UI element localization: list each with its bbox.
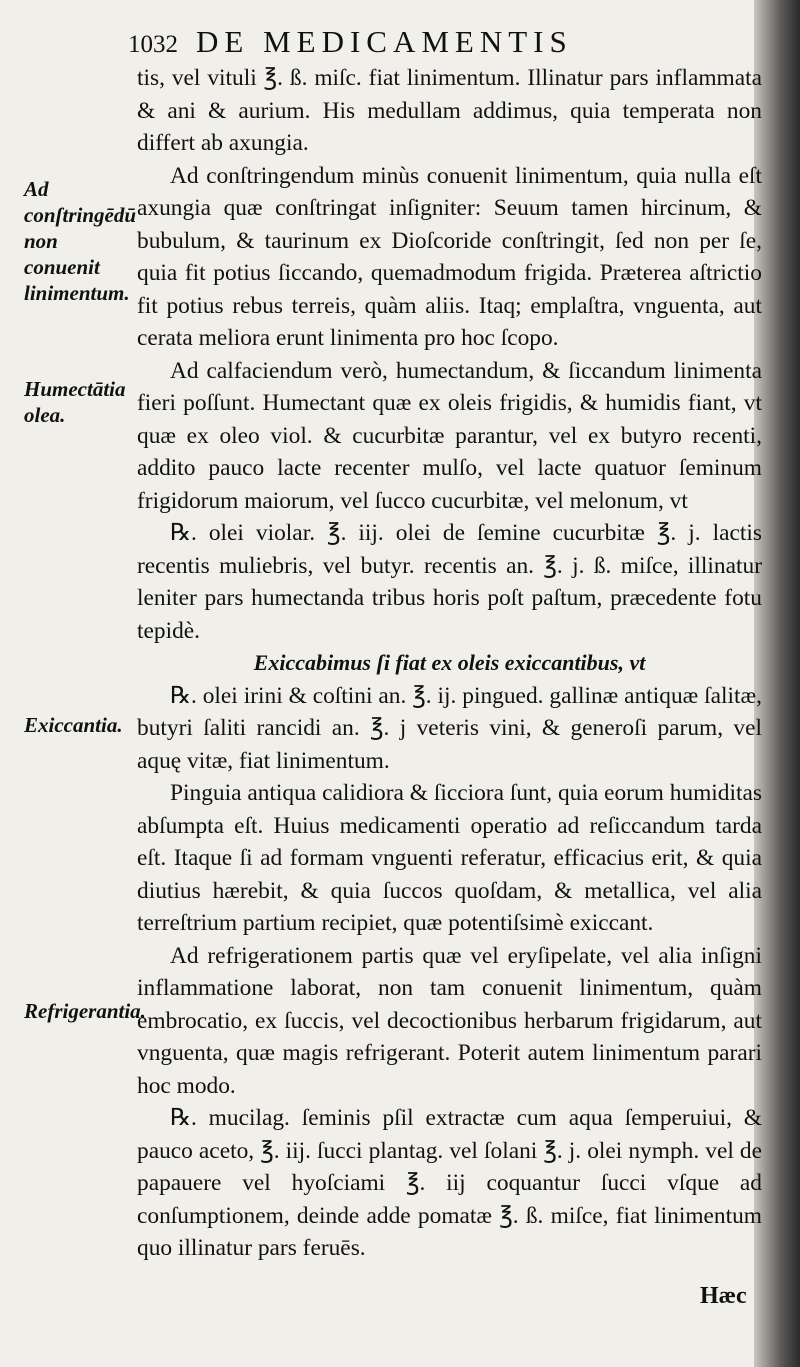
margin-note-refrigerantia: Refrigerantia. bbox=[24, 999, 146, 1023]
margin-note-constringendum: Ad conſtringēdū non conuenit linimentum. bbox=[24, 177, 137, 305]
paragraph: Pinguia antiqua calidiora & ſicciora ſunt, quia eorum humiditas abſumpta eſt. Huius medicamenti operatio ad reſiccandum tarda eſt. Itaque ſi ad formam vnguenti referatur, efficacius erit, & quia diutius hærebit, & quia ſuccos quoſdam, & metallica, vel alia terreſtrium partium recipiet, quæ potentiſsimè exiccant. bbox=[137, 780, 762, 936]
running-title: DE MEDICAMENTIS bbox=[196, 24, 573, 59]
paragraph: Ad refrigerationem partis quæ vel eryſipelate, vel alia inſigni inflammatione laborat, non tam conuenit linimentum, quàm embrocatio, ex ſuccis, vel decoctionibus herbarum frigidarum, aut vnguenta, quæ magis refrigerant. Poterit autem linimentum parari hoc modo. bbox=[137, 942, 762, 1099]
paragraph: tis, vel vituli ℥. ß. miſc. fiat linimentum. Illinatur pars inflammata & ani & aurium. His medullam addimus, quia temperata non differt ab axungia. bbox=[137, 65, 762, 156]
recipe: ℞. olei irini & coſtini an. ℥. ij. pingued. gallinæ antiquæ ſalitæ, butyri ſaliti rancidi an. ℥. j veteris vini, & generoſi parum, vel aquę vitæ, fiat linimentum. bbox=[137, 682, 762, 774]
body-text bbox=[137, 62, 762, 1265]
catchword: Hæc bbox=[700, 1283, 747, 1309]
running-header bbox=[128, 24, 688, 64]
section-heading: Exiccabimus ſi fiat ex oleis exiccantibus, vt bbox=[253, 650, 646, 675]
recipe: ℞. mucilag. ſeminis pſil extractæ cum aqua ſemperuiui, & pauco aceto, ℥. iij. ſucci plantag. vel ſolani ℥. j. olei nymph. vel de papauere vel hyoſciami ℥. iij coquantur ſucci vſque ad conſumptionem, deinde adde pomatæ ℥. ß. miſce, fiat linimentum quo illinatur pars feruēs. bbox=[137, 1105, 762, 1261]
page-number: 1032 bbox=[128, 31, 178, 58]
paragraph: Ad calfaciendum verò, humectandum, & ſiccandum linimenta fieri poſſunt. Humectant quæ ex oleis frigidis, & humidis fiant, vt quæ ex oleo viol. & cucurbitæ parantur, vel ex butyro recenti, addito pauco lacte recenter mulſo, vel lacte quatuor ſeminum frigidorum maiorum, vel ſucco cucurbitæ, vel melonum, vt bbox=[137, 357, 762, 514]
margin-note-exiccantia: Exiccantia. bbox=[24, 713, 123, 737]
margin-note-humectantia: Humectātia olea. bbox=[24, 377, 126, 427]
paragraph: Ad conſtringendum minùs conuenit linimentum, quia nulla eſt axungia quæ conſtringat inſigniter: Seuum tamen hircinum, & bubulum, & taurinum ex Dioſcoride conſtringit, ſed non per ſe, quia fit potius ſiccando, quemadmodum frigida. Præterea aſtrictio fit potius rebus terreis, quàm aliis. Itaq; emplaſtra, vnguenta, aut cerata meliora erunt linimenta pro hoc ſcopo. bbox=[137, 162, 762, 351]
recipe: ℞. olei violar. ℥. iij. olei de ſemine cucurbitæ ℥. j. lactis recentis muliebris, vel butyr. recentis an. ℥. j. ß. miſce, illinatur leniter pars humectanda tribus horis poſt paſtum, præcedente fotu tepidè. bbox=[137, 520, 762, 644]
